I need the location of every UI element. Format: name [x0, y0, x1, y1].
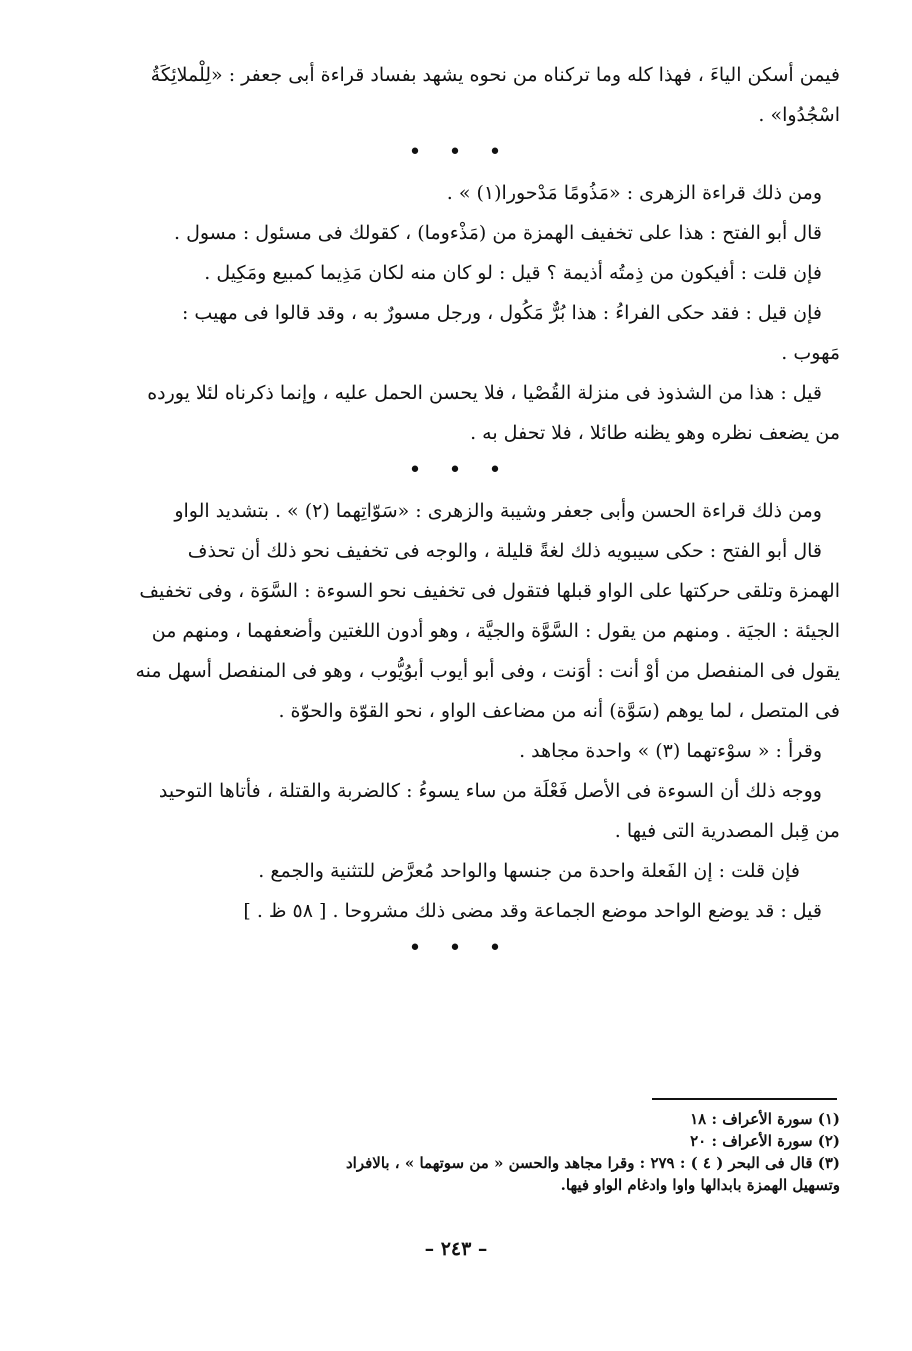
section-separator: • • •	[408, 140, 512, 165]
section-separator: • • •	[408, 936, 512, 961]
text-line: وقرأ : « سوْءتهما (٣) » واحدة مجاهد .	[519, 740, 822, 762]
paragraph-2	[80, 173, 840, 213]
text-line: يقول فى المنفصل من أوْ أنت : أوَنت ، وفى أبو أيوب أبوُيُّوب ، وهو فى المنفصل أسهل منه	[135, 660, 840, 682]
text-line: من قِبل المصدرية التى فيها .	[614, 820, 840, 842]
page-number: – ٢٤٣ –	[424, 1238, 488, 1260]
paragraph-3	[80, 213, 840, 253]
paragraph-12	[80, 891, 840, 931]
section-separator: • • •	[408, 458, 512, 483]
text-line: الهمزة وتلقى حركتها على الواو قبلها فتقول فى تخفيف نحو السوءة : السَّوَة ، وفى تخفيف	[139, 580, 840, 602]
text-line: ومن ذلك قراءة الحسن وأبى جعفر وشيبة والزهرى : «سَوّاتِهما (٢) » . بتشديد الواو	[174, 500, 822, 522]
text-line: اسْجُدُوا» .	[758, 104, 840, 126]
text-line: فإن قلت : أفيكون من ذِمتُه أذيمة ؟ قيل : لو كان منه لكان مَذِيما كمبيع ومَكِيل .	[204, 262, 822, 284]
paragraph-7	[80, 491, 840, 531]
paragraph-10	[80, 771, 840, 851]
paragraph-8	[80, 531, 840, 731]
paragraph-4	[80, 253, 840, 293]
footnote-1: (١) سورة الأعراف : ١٨	[690, 1110, 840, 1128]
text-line: من يضعف نظره وهو يظنه طائلا ، فلا تحفل به .	[470, 422, 840, 444]
footnote-3: (٣) قال فى البحر ( ٤ ) : ٢٧٩ : وقرا مجاهد والحسن « من سوتهما » ، بالافراد	[345, 1154, 840, 1172]
text-line: قيل : قد يوضع الواحد موضع الجماعة وقد مضى ذلك مشروحا . [ ٥٨ ظ . ]	[243, 900, 822, 922]
text-line: ووجه ذلك أن السوءة فى الأصل فَعْلَة من ساء يسوءُ : كالضربة والقتلة ، فأتاها التوحيد	[158, 780, 822, 802]
text-line: الجيئة : الجيَة . ومنهم من يقول : السَّوَّة والجيَّة ، وهو أدون اللغتين وأضعفهما ، ومنهم من	[151, 620, 840, 642]
text-line: قال أبو الفتح : حكى سيبويه ذلك لغةً قليلة ، والوجه فى تخفيف نحو ذلك أن تحذف	[187, 540, 822, 562]
page-body	[80, 55, 840, 969]
paragraph-5	[80, 293, 840, 373]
footnote-divider	[652, 1098, 837, 1100]
text-line: مَهوب .	[781, 342, 840, 364]
text-line: فإن قيل : فقد حكى الفراءُ : هذا بُرٌّ مَكُول ، ورجل مسورٌ به ، وقد قالوا فى مهيب :	[181, 302, 822, 324]
text-line: قال أبو الفتح : هذا على تخفيف الهمزة من (مَذْءوما) ، كقولك فى مسئول : مسول .	[173, 222, 822, 244]
paragraph-6	[80, 373, 840, 453]
paragraph-9	[80, 731, 840, 771]
text-line: قيل : هذا من الشذوذ فى منزلة القُصْيا ، فلا يحسن الحمل عليه ، وإنما ذكرناه لئلا يورده	[147, 382, 822, 404]
text-line: فإن قلت : إن الفَعلة واحدة من جنسها والواحد مُعرَّض للتثنية والجمع .	[258, 860, 800, 882]
paragraph-11	[80, 851, 840, 891]
footnote-2: (٢) سورة الأعراف : ٢٠	[690, 1132, 840, 1150]
text-line: فيمن أسكن الياءَ ، فهذا كله وما تركناه من نحوه يشهد بفساد قراءة أبى جعفر : «لِلْملائِكَةُ	[150, 64, 840, 86]
footnote-3-continued: وتسهيل الهمزة بابدالها واوا وادغام الواو فيها.	[560, 1176, 840, 1194]
text-line: فى المتصل ، لما يوهم (سَوَّة) أنه من مضاعف الواو ، نحو القوّة والحوّة .	[278, 700, 840, 722]
paragraph-1	[80, 55, 840, 135]
footnotes	[80, 1108, 840, 1196]
text-line: ومن ذلك قراءة الزهرى : «مَذُومًا مَدْحورا(١) » .	[446, 182, 822, 204]
